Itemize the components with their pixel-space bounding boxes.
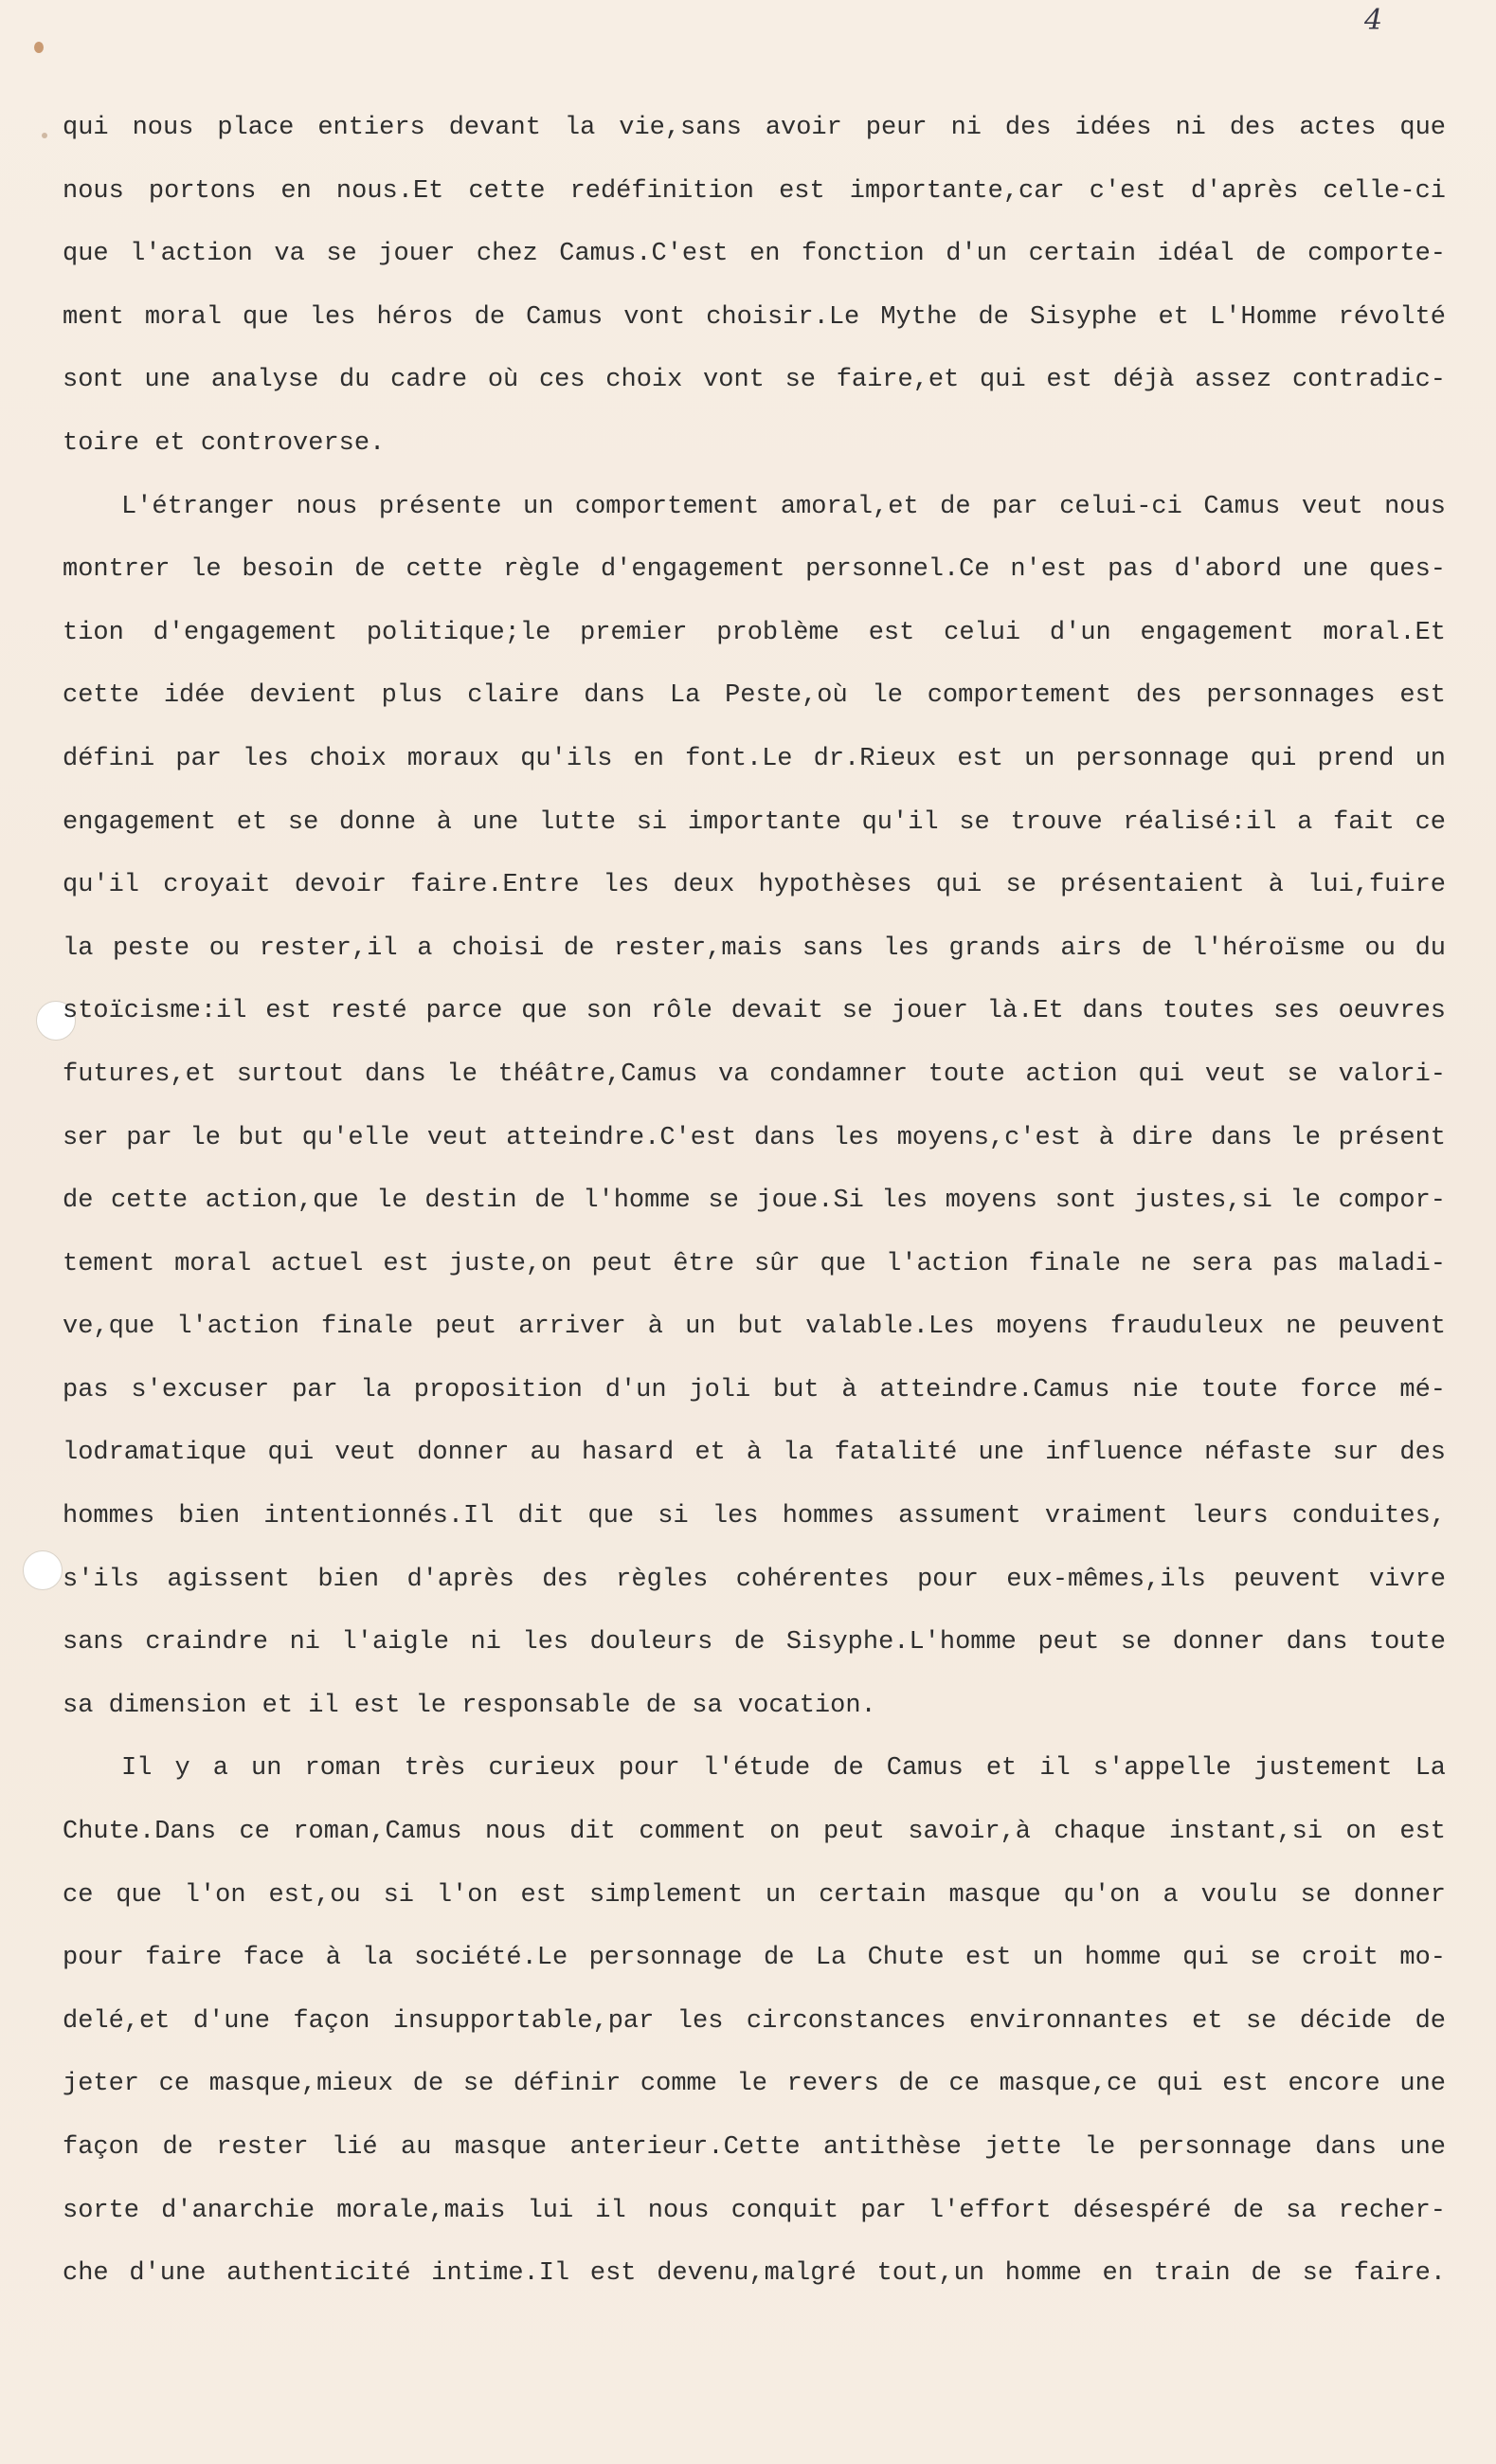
punch-hole <box>23 1550 63 1590</box>
text-line: qui nous place entiers devant la vie,sans avoir peur ni des idées ni des actes que <box>63 114 1446 142</box>
text-line: hommes bien intentionnés.Il dit que si les hommes assument vraiment leurs conduites, <box>63 1502 1446 1531</box>
text-line: sa dimension et il est le responsable de sa vocation. <box>63 1691 876 1720</box>
text-line: ser par le but qu'elle veut atteindre.C'est dans les moyens,c'est à dire dans le présent <box>63 1123 1446 1152</box>
text-line: nous portons en nous.Et cette redéfinition est importante,car c'est d'après celle-ci <box>63 176 1446 206</box>
page-number: 4 <box>1364 4 1383 37</box>
text-line: ment moral que les héros de Camus vont choisir.Le Mythe de Sisyphe et L'Homme révolté <box>63 302 1446 332</box>
text-line: montrer le besoin de cette règle d'engagement personnel.Ce n'est pas d'abord une ques- <box>63 555 1446 585</box>
text-line: engagement et se donne à une lutte si importante qu'il se trouve réalisé:il a fait ce <box>63 807 1446 837</box>
body-text <box>63 97 1446 2306</box>
text-line: que l'action va se jouer chez Camus.C'est en fonction d'un certain idéal de comporte- <box>63 240 1446 269</box>
text-line: défini par les choix moraux qu'ils en font.Le dr.Rieux est un personnage qui prend un <box>63 744 1446 773</box>
text-line: che d'une authenticité intime.Il est devenu,malgré tout,un homme en train de se faire. <box>63 2259 1446 2289</box>
text-line: pas s'excuser par la proposition d'un joli but à atteindre.Camus nie toute force mé- <box>63 1375 1446 1404</box>
text-line: pour faire face à la société.Le personnage de La Chute est un homme qui se croit mo- <box>63 1944 1446 1973</box>
text-line: ve,que l'action finale peut arriver à un but valable.Les moyens frauduleux ne peuvent <box>63 1313 1446 1342</box>
text-line: cette idée devient plus claire dans La Peste,où le comportement des personnages est <box>63 681 1446 711</box>
text-line: sont une analyse du cadre où ces choix vont se faire,et qui est déjà assez contradic- <box>63 366 1446 395</box>
text-line: qu'il croyait devoir faire.Entre les deux hypothèses qui se présentaient à lui,fuire <box>63 871 1446 900</box>
text-line: de cette action,que le destin de l'homme se joue.Si les moyens sont justes,si le compor- <box>63 1187 1446 1216</box>
text-line: la peste ou rester,il a choisi de rester,mais sans les grands airs de l'héroïsme ou du <box>63 933 1446 963</box>
text-line: sorte d'anarchie morale,mais lui il nous conquit par l'effort désespéré de sa recher- <box>63 2196 1446 2225</box>
text-line: lodramatique qui veut donner au hasard et à la fatalité une influence néfaste sur des <box>63 1439 1446 1468</box>
text-line: toire et controverse. <box>63 428 386 458</box>
text-line: stoïcisme:il est resté parce que son rôle devait se jouer là.Et dans toutes ses oeuvres <box>63 997 1446 1026</box>
text-line: jeter ce masque,mieux de se définir comme le revers de ce masque,ce qui est encore une <box>63 2070 1446 2099</box>
paper-stain <box>42 133 47 138</box>
text-line: tement moral actuel est juste,on peut être sûr que l'action finale ne sera pas maladi- <box>63 1249 1446 1278</box>
text-line: futures,et surtout dans le théâtre,Camus va condamner toute action qui veut se valori- <box>63 1060 1446 1089</box>
text-line: Chute.Dans ce roman,Camus nous dit comment on peut savoir,à chaque instant,si on est <box>63 1818 1446 1847</box>
text-line: ce que l'on est,ou si l'on est simplement un certain masque qu'on a voulu se donner <box>63 1880 1446 1910</box>
text-line: Il y a un roman très curieux pour l'étude de Camus et il s'appelle justement La <box>121 1754 1446 1784</box>
text-line: tion d'engagement politique;le premier problème est celui d'un engagement moral.Et <box>63 618 1446 647</box>
text-line: sans craindre ni l'aigle ni les douleurs de Sisyphe.L'homme peut se donner dans toute <box>63 1628 1446 1658</box>
text-line: L'étranger nous présente un comportement amoral,et de par celui-ci Camus veut nous <box>121 492 1446 521</box>
text-line: delé,et d'une façon insupportable,par les circonstances environnantes et se décide de <box>63 2006 1446 2036</box>
text-line: façon de rester lié au masque anterieur.Cette antithèse jette le personnage dans une <box>63 2133 1446 2162</box>
text-line: s'ils agissent bien d'après des règles cohérentes pour eux-mêmes,ils peuvent vivre <box>63 1565 1446 1594</box>
paper-stain <box>34 42 44 53</box>
